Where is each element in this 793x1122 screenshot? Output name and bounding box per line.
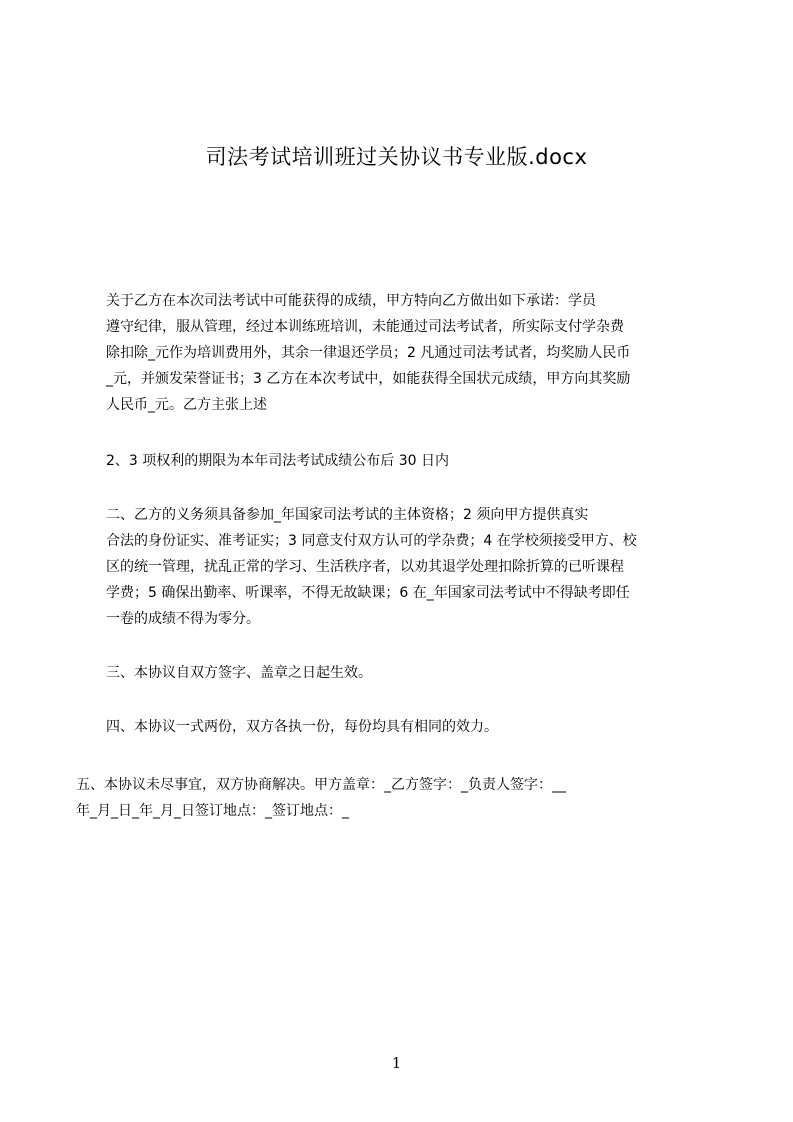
paragraph-obligations xyxy=(106,502,698,632)
paragraph-commitment xyxy=(106,288,698,418)
paragraph-line: 四、本协议一式两份，双方各执一份，每份均具有相同的效力。 xyxy=(106,719,498,735)
paragraph-line: 二、乙方的义务须具备参加_年国家司法考试的主体资格；2 须向甲方提供真实 xyxy=(106,507,589,523)
paragraph-line: 遵守纪律，服从管理，经过本训练班培训，未能通过司法考试者，所实际支付学杂费 xyxy=(106,319,624,335)
paragraph-effective xyxy=(106,660,698,686)
paragraph-rights-period xyxy=(106,448,698,474)
paragraph-line: 关于乙方在本次司法考试中可能获得的成绩，甲方特向乙方做出如下承诺：学员 xyxy=(106,293,596,309)
paragraph-line: 学费；5 确保出勤率、听课率，不得无故缺课；6 在_年国家司法考试中不得缺考即任 xyxy=(106,585,630,601)
paragraph-line: 2、3 项权利的期限为本年司法考试成绩公布后 30 日内 xyxy=(106,453,449,469)
paragraph-signatures xyxy=(76,772,700,824)
paragraph-line: 五、本协议未尽事宜，双方协商解决。甲方盖章：_乙方签字：_负责人签字：__ xyxy=(76,777,566,793)
paragraph-line: 一卷的成绩不得为零分。 xyxy=(106,611,260,627)
paragraph-line: 人民币_元。乙方主张上述 xyxy=(106,397,267,413)
paragraph-line: 区的统一管理，扰乱正常的学习、生活秩序者，以劝其退学处理扣除折算的已听课程 xyxy=(106,559,624,575)
paragraph-line: 三、本协议自双方签字、盖章之日起生效。 xyxy=(106,665,372,681)
document-title: 司法考试培训班过关协议书专业版.docx xyxy=(205,145,588,169)
paragraph-copies xyxy=(106,714,698,740)
page-number: 1 xyxy=(391,1054,402,1072)
paragraph-line: 年_月_日_年_月_日签订地点：_签订地点：_ xyxy=(76,803,349,819)
paragraph-line: 合法的身份证实、准考证实；3 同意支付双方认可的学杂费；4 在学校须接受甲方、校 xyxy=(106,533,637,549)
paragraph-line: _元，并颁发荣誉证书；3 乙方在本次考试中，如能获得全国状元成绩，甲方向其奖励 xyxy=(106,371,631,387)
paragraph-line: 除扣除_元作为培训费用外，其余一律退还学员；2 凡通过司法考试者，均奖励人民币 xyxy=(106,345,631,361)
